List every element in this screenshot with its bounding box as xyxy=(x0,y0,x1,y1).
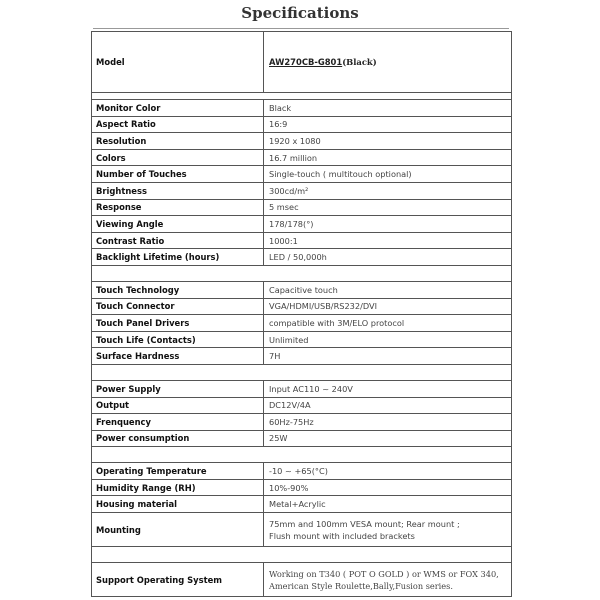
row-value: Input AC110 ~ 240V xyxy=(264,380,512,397)
row-value: 178/178(°) xyxy=(264,216,512,233)
table-row xyxy=(92,496,512,513)
row-value: 16.7 million xyxy=(264,149,512,166)
spacer-row xyxy=(92,265,512,281)
table-row xyxy=(92,249,512,266)
row-label: Response xyxy=(92,199,264,216)
row-label: Brightness xyxy=(92,182,264,199)
row-value: Metal+Acrylic xyxy=(264,496,512,513)
row-value xyxy=(264,513,512,547)
row-value: 7H xyxy=(264,348,512,365)
table-row xyxy=(92,463,512,480)
row-label: Touch Panel Drivers xyxy=(92,315,264,332)
value-line: Working on T340 ( POT O GOLD ) or WMS or FOX 340, xyxy=(269,568,499,579)
model-value xyxy=(264,32,512,93)
table-row xyxy=(92,479,512,496)
table-row xyxy=(92,133,512,150)
row-label: Backlight Lifetime (hours) xyxy=(92,249,264,266)
row-value: 25W xyxy=(264,430,512,447)
row-label: Humidity Range (RH) xyxy=(92,479,264,496)
spacer-row xyxy=(92,364,512,380)
spacer-row xyxy=(92,447,512,463)
table-row xyxy=(92,430,512,447)
model-code: AW270CB-G801 xyxy=(269,57,343,67)
row-label: Model xyxy=(92,32,264,93)
row-value: 60Hz-75Hz xyxy=(264,414,512,431)
table-row xyxy=(92,232,512,249)
value-line: Flush mount with included brackets xyxy=(269,530,415,541)
row-label: Aspect Ratio xyxy=(92,116,264,133)
table-row xyxy=(92,315,512,332)
row-value: 16:9 xyxy=(264,116,512,133)
specifications-table xyxy=(91,31,512,597)
row-label: Resolution xyxy=(92,133,264,150)
table-row xyxy=(92,100,512,117)
row-label: Power Supply xyxy=(92,380,264,397)
model-color: (Black) xyxy=(342,57,377,67)
row-label: Mounting xyxy=(92,513,264,547)
table-row xyxy=(92,182,512,199)
row-value: 1000:1 xyxy=(264,232,512,249)
row-label: Power consumption xyxy=(92,430,264,447)
row-label: Contrast Ratio xyxy=(92,232,264,249)
row-label: Operating Temperature xyxy=(92,463,264,480)
row-label: Viewing Angle xyxy=(92,216,264,233)
spacer-row xyxy=(92,547,512,563)
row-label: Output xyxy=(92,397,264,414)
table-row-support xyxy=(92,563,512,597)
row-value: Unlimited xyxy=(264,331,512,348)
row-value: 10%-90% xyxy=(264,479,512,496)
table-row xyxy=(92,414,512,431)
table-row xyxy=(92,166,512,183)
row-value: 1920 x 1080 xyxy=(264,133,512,150)
table-row xyxy=(92,281,512,298)
row-label: Touch Connector xyxy=(92,298,264,315)
table-row xyxy=(92,348,512,365)
row-label: Touch Life (Contacts) xyxy=(92,331,264,348)
row-value: DC12V/4A xyxy=(264,397,512,414)
table-row xyxy=(92,298,512,315)
table-row xyxy=(92,216,512,233)
table-row xyxy=(92,199,512,216)
row-value: -10 ~ +65(°C) xyxy=(264,463,512,480)
row-label: Housing material xyxy=(92,496,264,513)
row-label: Touch Technology xyxy=(92,281,264,298)
value-line: 75mm and 100mm VESA mount; Rear mount ; xyxy=(269,518,460,529)
page-title: Specifications xyxy=(241,4,359,22)
row-value: Black xyxy=(264,100,512,117)
table-row xyxy=(92,116,512,133)
table-row xyxy=(92,397,512,414)
row-value: 300cd/m² xyxy=(264,182,512,199)
table-row xyxy=(92,331,512,348)
row-value: 5 msec xyxy=(264,199,512,216)
table-row-mounting xyxy=(92,513,512,547)
table-row xyxy=(92,149,512,166)
row-value: compatible with 3M/ELO protocol xyxy=(264,315,512,332)
row-value: Single-touch ( multitouch optional) xyxy=(264,166,512,183)
row-label: Support Operating System xyxy=(92,563,264,597)
row-value: Capacitive touch xyxy=(264,281,512,298)
value-line: American Style Roulette,Bally,Fusion series. xyxy=(269,580,453,591)
row-value: LED / 50,000h xyxy=(264,249,512,266)
row-value: VGA/HDMI/USB/RS232/DVI xyxy=(264,298,512,315)
row-value xyxy=(264,563,512,597)
row-label: Number of Touches xyxy=(92,166,264,183)
row-label: Monitor Color xyxy=(92,100,264,117)
table-row-model xyxy=(92,32,512,93)
row-label: Surface Hardness xyxy=(92,348,264,365)
row-label: Frenquency xyxy=(92,414,264,431)
row-label: Colors xyxy=(92,149,264,166)
table-row xyxy=(92,380,512,397)
title-underline xyxy=(93,28,509,29)
spacer-row xyxy=(92,93,512,100)
